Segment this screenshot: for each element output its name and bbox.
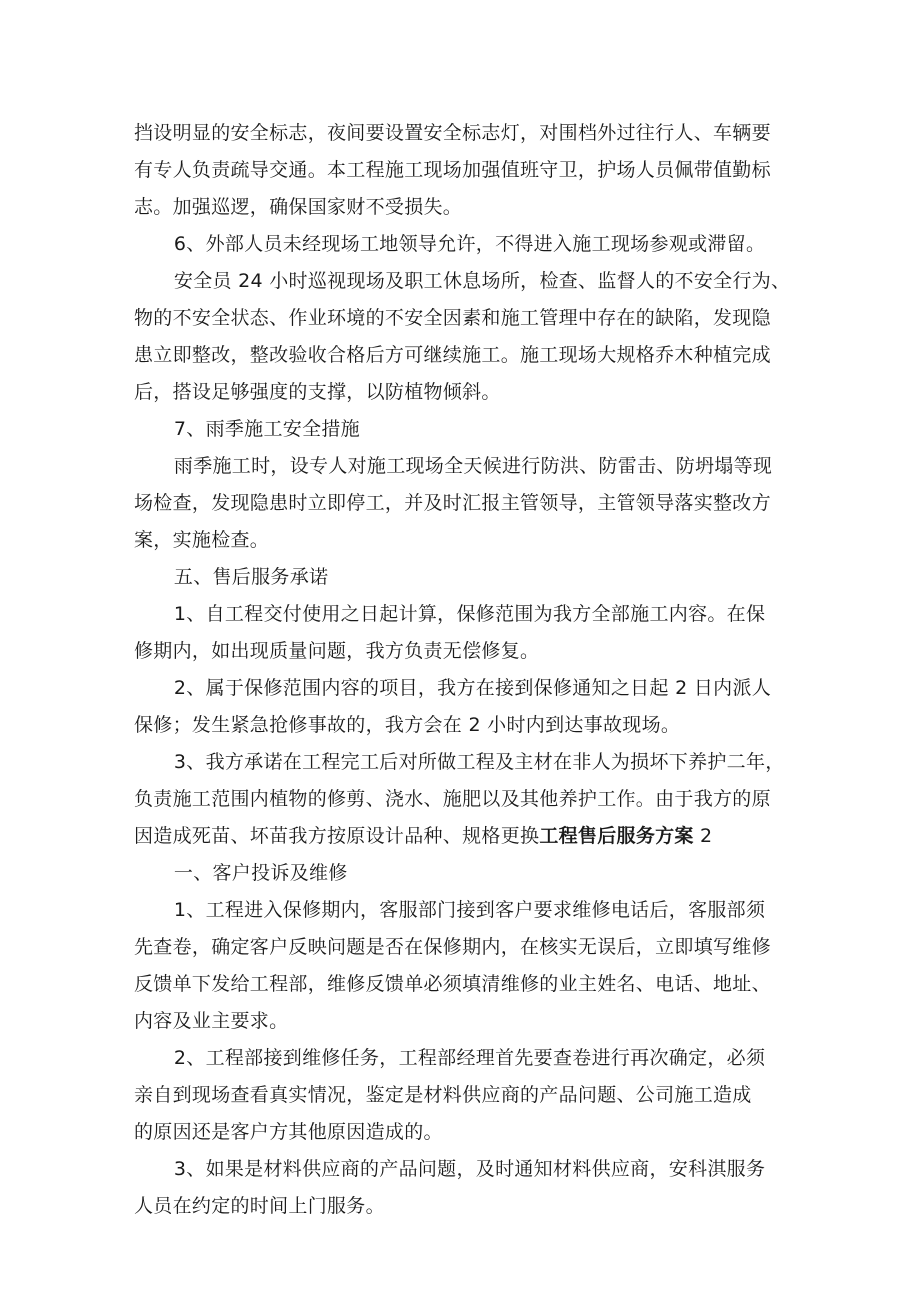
paragraph-warranty-3 bbox=[134, 744, 814, 855]
text-line: 3、我方承诺在工程完工后对所做工程及主材在非人为损坏下养护二年， bbox=[173, 751, 785, 773]
text-line: 1、工程进入保修期内，客服部门接到客户要求维修电话后，客服部须 bbox=[173, 899, 766, 921]
text-line: 物的不安全状态、作业环境的不安全因素和施工管理中存在的缺陷，发现隐 bbox=[134, 307, 771, 329]
document-title-number: 2 bbox=[693, 825, 713, 847]
text-line: 反馈单下发给工程部，维修反馈单必须填清维修的业主姓名、电话、地址、 bbox=[134, 973, 771, 995]
section-heading-after-sales bbox=[134, 559, 814, 596]
paragraph-safety-signs bbox=[134, 115, 814, 226]
text-fragment: 因造成死苗、坏苗我方按原设计品种、规格更换 bbox=[134, 825, 540, 847]
text-line: 内容及业主要求。 bbox=[134, 1010, 289, 1032]
paragraph-complaint-1 bbox=[134, 892, 814, 1040]
text-line: 的原因还是客户方其他原因造成的。 bbox=[134, 1121, 443, 1143]
paragraph-warranty-2 bbox=[134, 670, 814, 744]
text-line: 患立即整改，整改验收合格后方可继续施工。施工现场大规格乔木种植完成 bbox=[134, 344, 771, 366]
paragraph-warranty-1 bbox=[134, 596, 814, 670]
text-line: 负责施工范围内植物的修剪、浇水、施肥以及其他养护工作。由于我方的原 bbox=[134, 788, 771, 810]
text-line: 6、外部人员未经现场工地领导允许，不得进入施工现场参观或滞留。 bbox=[173, 233, 766, 255]
text-line: 后，搭设足够强度的支撑，以防植物倾斜。 bbox=[134, 381, 501, 403]
text-line bbox=[134, 818, 814, 855]
section-heading-complaints bbox=[134, 855, 814, 892]
text-line: 先查卷，确定客户反映问题是否在保修期内，在核实无误后，立即填写维修 bbox=[134, 936, 771, 958]
document-body bbox=[134, 115, 814, 1225]
text-line: 一、客户投诉及维修 bbox=[173, 862, 348, 884]
text-line: 亲自到现场查看真实情况，鉴定是材料供应商的产品问题、公司施工造成 bbox=[134, 1084, 752, 1106]
text-line: 安全员 24 小时巡视现场及职工休息场所，检查、监督人的不安全行为、 bbox=[173, 270, 791, 292]
paragraph-item-6 bbox=[134, 226, 814, 263]
text-line: 五、售后服务承诺 bbox=[173, 566, 329, 588]
document-title-bold: 工程售后服务方案 bbox=[539, 825, 694, 847]
paragraph-rainy-season bbox=[134, 448, 814, 559]
text-line: 雨季施工时，设专人对施工现场全天候进行防洪、防雷击、防坍塌等现 bbox=[173, 455, 773, 477]
text-line: 修期内，如出现质量问题，我方负责无偿修复。 bbox=[134, 640, 540, 662]
text-line: 7、雨季施工安全措施 bbox=[173, 418, 360, 440]
paragraph-item-7-heading bbox=[134, 411, 814, 448]
text-line: 2、属于保修范围内容的项目，我方在接到保修通知之日起 2 日内派人 bbox=[173, 677, 772, 699]
text-line: 场检查，发现隐患时立即停工，并及时汇报主管领导，主管领导落实整改方 bbox=[134, 492, 771, 514]
text-line: 3、如果是材料供应商的产品问题，及时通知材料供应商，安科淇服务 bbox=[173, 1158, 766, 1180]
paragraph-complaint-3 bbox=[134, 1151, 814, 1225]
text-line: 案，实施检查。 bbox=[134, 529, 270, 551]
text-line: 人员在约定的时间上门服务。 bbox=[134, 1195, 385, 1217]
text-line: 有专人负责疏导交通。本工程施工现场加强值班守卫，护场人员佩带值勤标 bbox=[134, 159, 771, 181]
text-line: 挡设明显的安全标志，夜间要设置安全标志灯，对围档外过往行人、车辆要 bbox=[134, 122, 771, 144]
text-line: 志。加强巡逻，确保国家财不受损失。 bbox=[134, 196, 463, 218]
text-line: 2、工程部接到维修任务，工程部经理首先要查卷进行再次确定，必须 bbox=[173, 1047, 766, 1069]
paragraph-complaint-2 bbox=[134, 1040, 814, 1151]
text-line: 保修；发生紧急抢修事故的，我方会在 2 小时内到达事故现场。 bbox=[134, 714, 681, 736]
paragraph-safety-officer bbox=[134, 263, 814, 411]
text-line: 1、自工程交付使用之日起计算，保修范围为我方全部施工内容。在保 bbox=[173, 603, 766, 625]
